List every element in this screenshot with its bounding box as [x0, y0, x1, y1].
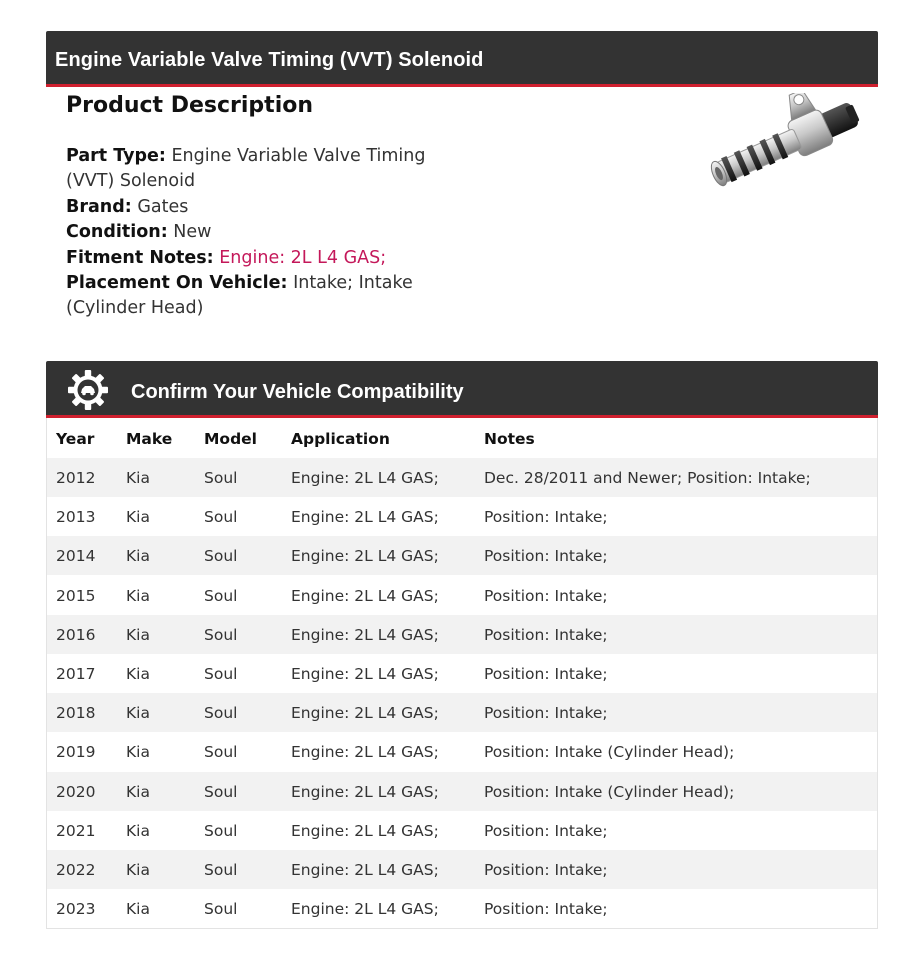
product-description-heading: Product Description [66, 93, 314, 118]
field-value: Engine Variable Valve Timing (VVT) Solenoid [66, 146, 426, 192]
year-cell: 2012 [56, 469, 96, 487]
make-cell: Kia [126, 586, 150, 605]
gear-car-icon [67, 369, 109, 411]
application-cell: Engine: 2L L4 GAS; [291, 508, 439, 527]
notes-cell: Position: Intake; [484, 900, 608, 919]
make-cell: Kia [126, 625, 150, 644]
notes-cell: Position: Intake; [484, 625, 608, 644]
table-row [47, 458, 877, 497]
table-row [47, 497, 877, 536]
compatibility-table [46, 418, 878, 929]
notes-cell: Position: Intake (Cylinder Head); [484, 782, 735, 801]
table-row [47, 654, 877, 693]
model-cell: Soul [204, 469, 238, 487]
product-title-banner [46, 31, 878, 87]
make-cell: Kia [126, 743, 150, 762]
make-cell: Kia [126, 900, 150, 919]
placement-row [66, 271, 426, 322]
model-cell: Soul [204, 743, 238, 762]
application-cell: Engine: 2L L4 GAS; [291, 743, 439, 762]
notes-cell: Position: Intake; [484, 665, 608, 683]
make-cell: Kia [126, 508, 150, 527]
application-cell: Engine: 2L L4 GAS; [291, 900, 439, 919]
table-header [47, 418, 877, 458]
year-cell: 2016 [56, 625, 96, 644]
field-label: Condition: [66, 222, 168, 243]
table-row [47, 772, 877, 811]
field-value: New [173, 222, 212, 243]
notes-cell: Position: Intake; [484, 586, 608, 605]
notes-cell: Position: Intake; [484, 547, 608, 566]
year-cell: 2023 [56, 900, 96, 919]
year-cell: 2018 [56, 704, 96, 723]
year-cell: 2021 [56, 821, 96, 840]
product-image [698, 93, 874, 201]
table-row [47, 693, 877, 732]
application-cell: Engine: 2L L4 GAS; [291, 469, 439, 487]
field-label: Fitment Notes: [66, 247, 214, 268]
make-cell: Kia [126, 665, 150, 683]
compatibility-banner [46, 361, 878, 418]
column-header-make: Make [126, 430, 173, 448]
notes-cell: Position: Intake; [484, 508, 608, 527]
product-description-list [66, 144, 426, 322]
year-cell: 2019 [56, 743, 96, 762]
application-cell: Engine: 2L L4 GAS; [291, 782, 439, 801]
column-header-model: Model [204, 430, 257, 448]
part-type-row [66, 144, 426, 195]
year-cell: 2020 [56, 782, 96, 801]
table-row [47, 850, 877, 889]
application-cell: Engine: 2L L4 GAS; [291, 586, 439, 605]
model-cell: Soul [204, 821, 238, 840]
field-value: Intake; Intake (Cylinder Head) [66, 273, 413, 319]
notes-cell: Position: Intake; [484, 861, 608, 879]
table-row [47, 576, 877, 615]
year-cell: 2022 [56, 861, 96, 879]
make-cell: Kia [126, 782, 150, 801]
product-title: Engine Variable Valve Timing (VVT) Solenoid [55, 49, 484, 71]
model-cell: Soul [204, 665, 238, 683]
application-cell: Engine: 2L L4 GAS; [291, 547, 439, 566]
notes-cell: Position: Intake; [484, 704, 608, 723]
model-cell: Soul [204, 586, 238, 605]
column-header-year: Year [56, 430, 95, 448]
field-label: Part Type: [66, 146, 166, 166]
model-cell: Soul [204, 861, 238, 879]
model-cell: Soul [204, 704, 238, 723]
year-cell: 2014 [56, 547, 96, 566]
application-cell: Engine: 2L L4 GAS; [291, 625, 439, 644]
brand-row [66, 195, 426, 220]
notes-cell: Dec. 28/2011 and Newer; Position: Intake; [484, 469, 811, 487]
field-label: Placement On Vehicle: [66, 273, 288, 294]
table-row [47, 615, 877, 654]
year-cell: 2015 [56, 586, 96, 605]
application-cell: Engine: 2L L4 GAS; [291, 665, 439, 683]
table-row [47, 811, 877, 850]
model-cell: Soul [204, 625, 238, 644]
make-cell: Kia [126, 547, 150, 566]
model-cell: Soul [204, 547, 238, 566]
column-header-notes: Notes [484, 430, 535, 448]
model-cell: Soul [204, 508, 238, 527]
field-label: Brand: [66, 196, 132, 217]
make-cell: Kia [126, 704, 150, 723]
table-row [47, 732, 877, 771]
notes-cell: Position: Intake; [484, 821, 608, 840]
condition-row [66, 220, 426, 245]
model-cell: Soul [204, 900, 238, 919]
table-row [47, 889, 877, 928]
year-cell: 2013 [56, 508, 96, 527]
application-cell: Engine: 2L L4 GAS; [291, 861, 439, 879]
model-cell: Soul [204, 782, 238, 801]
column-header-application: Application [291, 430, 390, 448]
field-value: Engine: 2L L4 GAS; [219, 247, 387, 268]
fitment-notes-row [66, 246, 426, 271]
make-cell: Kia [126, 469, 150, 487]
make-cell: Kia [126, 861, 150, 879]
make-cell: Kia [126, 821, 150, 840]
year-cell: 2017 [56, 665, 96, 683]
application-cell: Engine: 2L L4 GAS; [291, 704, 439, 723]
table-row [47, 536, 877, 575]
notes-cell: Position: Intake (Cylinder Head); [484, 743, 735, 762]
application-cell: Engine: 2L L4 GAS; [291, 821, 439, 840]
field-value: Gates [137, 196, 189, 217]
compatibility-title: Confirm Your Vehicle Compatibility [131, 381, 464, 403]
